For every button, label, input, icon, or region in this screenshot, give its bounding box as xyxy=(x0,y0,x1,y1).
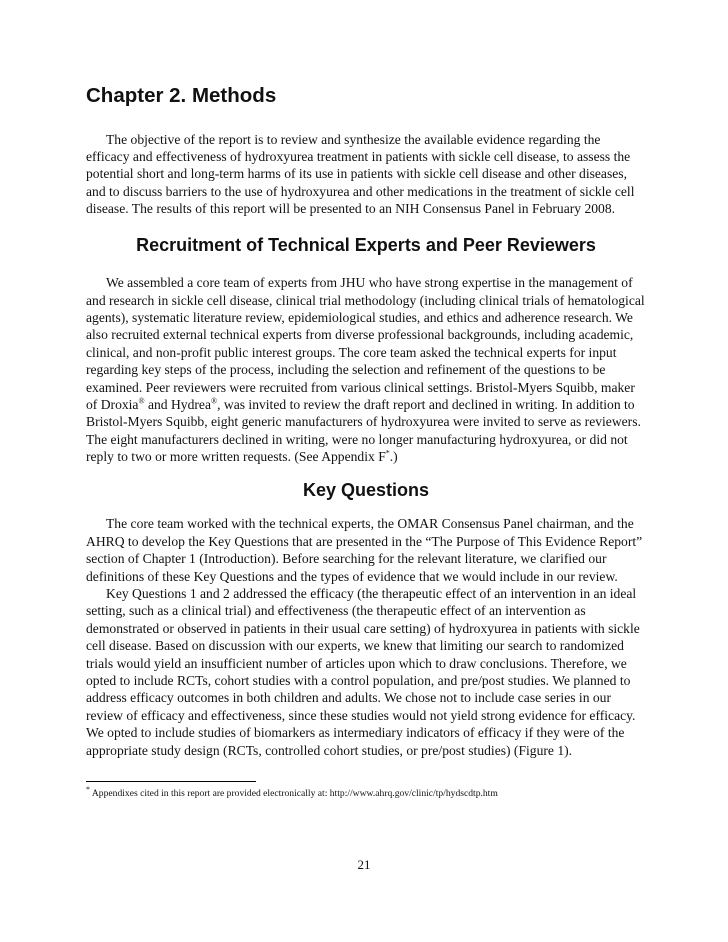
page-number: 21 xyxy=(357,857,371,872)
key-questions-heading: Key Questions xyxy=(302,479,430,500)
recruitment-heading: Recruitment of Technical Experts and Peer Reviewers xyxy=(136,234,596,255)
footnote-divider xyxy=(86,781,256,782)
chapter-title: Chapter 2. Methods xyxy=(86,84,277,107)
key-questions-paragraph-2: Key Questions 1 and 2 addressed the efficacy (the therapeutic effect of an intervention in an ideal setting, such as a clinical trial) and effectiveness (the therapeutic effect of an intervention as demonstrated or observed in patients in their usual care setting) of hydroxyurea in patients with sickle cell disease. Based on discussion with our experts, we knew that limiting our search to randomized trials would yield an insufficient number of articles upon which to draw conclusions. Therefore, we opted to include RCTs, cohort studies with a control population, and pre/post studies. We planned to address efficacy outcomes in both children and adults. We chose not to include case series in our review of efficacy and effectiveness, since these studies would not yield strong evidence for efficacy. We opted to include studies of biomarkers as intermediary indicators of efficacy if they were of the appropriate study design (RCTs, controlled cohort studies, or pre/post studies) (Figure 1). xyxy=(86,585,640,758)
key-questions-paragraph-1: The core team worked with the technical experts, the OMAR Consensus Panel chairman, and the AHRQ to develop the Key Questions that are presented in the “The Purpose of This Evidence Report” section of Chapter 1 (Introduction). Before searching for the relevant literature, we clarified our definitions of these Key Questions and the types of evidence that we would include in our review. xyxy=(86,516,643,584)
recruitment-text-1: We assembled a core team of experts from JHU who have strong expertise in the management of and research in sickle cell disease, clinical trial methodology (including clinical trials of hematological agents), systematic literature review, epidemiological studies, and ethics and adherence research. We also recruited external technical experts from diverse professional backgrounds, including academic, clinical, and non-profit public interest groups. The core team asked the technical experts for input regarding key steps of the process, including the selection and refinement of the questions to be examined. Peer reviewers were recruited from various clinical settings. Bristol-Myers Squibb, maker of Droxia xyxy=(86,275,645,413)
page-content xyxy=(86,84,646,800)
registered-mark: ® xyxy=(211,396,218,406)
footnote xyxy=(86,784,646,800)
footnote-reference: * xyxy=(385,448,390,458)
footnote-marker: * xyxy=(86,784,90,794)
intro-paragraph: The objective of the report is to review and synthesize the available evidence regarding the efficacy and effectiveness of hydroxyurea treatment in patients with sickle cell disease, to assess the potential short and long-term harms of its use in patients with sickle cell disease and other diseases, and to discuss barriers to the use of hydroxyurea and other medications in the treatment of sickle cell disease. The results of this report will be presented to an NIH Consensus Panel in February 2008. xyxy=(86,131,635,217)
footnote-text: Appendixes cited in this report are provided electronically at: http://www.ahrq.gov/clinic/tp/hydscdtp.htm xyxy=(90,787,498,799)
recruitment-text-2: and Hydrea xyxy=(144,397,211,413)
registered-mark: ® xyxy=(138,396,145,406)
recruitment-text-3: , was invited to review the draft report and declined in writing. In addition to Bristol-Myers Squibb, eight generic manufacturers of hydroxyurea were invited to serve as reviewers. The eight manufacturers declined in writing, were no longer manufacturing hydroxyurea, or did not reply to two or more written requests. (See Appendix F xyxy=(86,397,641,465)
recruitment-paragraph xyxy=(86,274,646,465)
recruitment-text-4: .) xyxy=(389,449,398,465)
